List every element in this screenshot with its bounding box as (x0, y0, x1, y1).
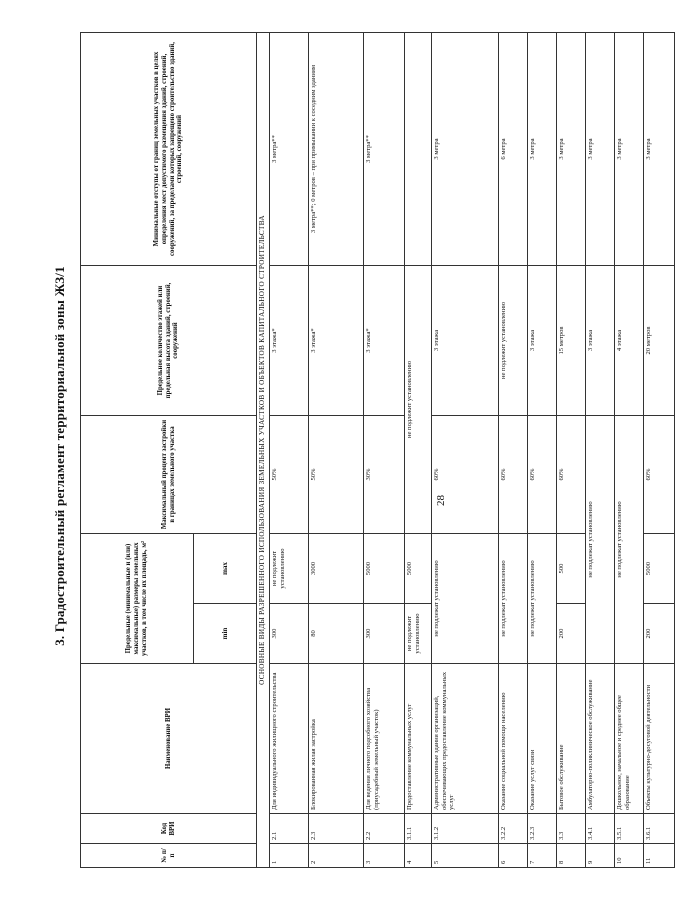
cell-name: Для ведения личного подсобного хозяйства (приусадебный земельный участок) (364, 664, 405, 814)
table-row (309, 33, 364, 868)
header-max: max (194, 534, 257, 604)
table-row (499, 33, 528, 868)
cell-num: 8 (557, 844, 586, 868)
cell-code: 3.6.1 (644, 814, 675, 844)
cell-code: 2.2 (364, 814, 405, 844)
cell-name: Для индивидуального жилищного строительства (270, 664, 309, 814)
section-title: ОСНОВНЫЕ ВИДЫ РАЗРЕШЕННОГО ИСПОЛЬЗОВАНИЯ ЗЕМЕЛЬНЫХ УЧАСТКОВ И ОБЪЕКТОВ КАПИТАЛЬНОГО СТРОИТЕЛЬСТВА (257, 33, 270, 868)
cell-min: 200 (557, 604, 586, 664)
cell-name: Оказание услуг связи (528, 664, 557, 814)
cell-percent: 50% (270, 416, 309, 534)
cell-code: 2.1 (270, 814, 309, 844)
cell-setback-empty (405, 33, 432, 266)
cell-max: не подлежит установлению (270, 534, 309, 604)
cell-floors: 3 этажа* (309, 266, 364, 416)
cell-floors: не подлежит установлению (499, 266, 528, 416)
cell-setback: 3 метра (644, 33, 675, 266)
cell-floors: 3 этажа (528, 266, 557, 416)
cell-num: 7 (528, 844, 557, 868)
cell-num: 9 (586, 844, 615, 868)
cell-max: 500 (557, 534, 586, 604)
table-row (586, 33, 615, 868)
header-percent: Максимальный процент застройки в границах земельного участка (81, 416, 257, 534)
cell-code: 3.1.2 (432, 814, 499, 844)
cell-percent: 60% (499, 416, 528, 534)
cell-setback: 3 метра**; 0 метров – при примыкании к соседним зданиям (309, 33, 364, 266)
cell-max: 5000 (644, 534, 675, 604)
cell-num: 4 (405, 844, 432, 868)
cell-name: Оказание социальной помощи населению (499, 664, 528, 814)
cell-num: 11 (644, 844, 675, 868)
cell-name: Административные здания организаций, обеспечивающих предоставление коммунальных услуг (432, 664, 499, 814)
cell-min: 300 (270, 604, 309, 664)
cell-min: 300 (364, 604, 405, 664)
regulation-table (80, 32, 675, 868)
cell-code: 3.4.1 (586, 814, 615, 844)
section-row (257, 33, 270, 868)
cell-percent: 60% (644, 416, 675, 534)
cell-setback: 6 метра (499, 33, 528, 266)
cell-min: не подлежит установлению (405, 604, 432, 664)
table-row (405, 33, 432, 868)
header-code: Код ВРИ (81, 814, 257, 844)
table-row (528, 33, 557, 868)
cell-merged-not-set: не подлежат установлению (586, 416, 615, 664)
cell-percent: 60% (557, 416, 586, 534)
cell-floors: 15 метров (557, 266, 586, 416)
cell-num: 6 (499, 844, 528, 868)
header-name: Наименование ВРИ (81, 664, 257, 814)
header-floors: Предельное количество этажей или предельная высота зданий, строений, сооружений (81, 266, 257, 416)
cell-name: Бытовое обслуживание (557, 664, 586, 814)
cell-code: 3.2.3 (528, 814, 557, 844)
cell-setback: 3 метра** (270, 33, 309, 266)
cell-floors: 20 метров (644, 266, 675, 416)
cell-setback: 3 метра (528, 33, 557, 266)
cell-percent: 30% (364, 416, 405, 534)
table-row (615, 33, 644, 868)
cell-floors: 4 этажа (615, 266, 644, 416)
cell-name: Предоставление коммунальных услуг (405, 664, 432, 814)
cell-num: 3 (364, 844, 405, 868)
cell-num: 1 (270, 844, 309, 868)
table-row (644, 33, 675, 868)
cell-max: 3000 (309, 534, 364, 604)
cell-num: 2 (309, 844, 364, 868)
cell-num: 5 (432, 844, 499, 868)
cell-sizes-not-set: не подлежат установлению (528, 534, 557, 664)
table-row (557, 33, 586, 868)
cell-setback: 3 метра (557, 33, 586, 266)
header-min: min (194, 604, 257, 664)
rotated-content (30, 16, 652, 886)
cell-setback: 3 метра** (364, 33, 405, 266)
cell-floors: 3 этажа* (364, 266, 405, 416)
cell-merged-not-set: не подлежит установлению (405, 266, 432, 534)
table-row (432, 33, 499, 868)
table-row (364, 33, 405, 868)
cell-percent: 60% (432, 416, 499, 534)
cell-name: Объекты культурно-досуговой деятельности (644, 664, 675, 814)
header-num: № п/п (81, 844, 257, 868)
header-setbacks: Минимальные отступы от границ земельных участков в целях определения мест допустимого размещения зданий, строений, сооружений, за пределами которых запрещено строительство зданий, строений, сооружений (81, 33, 257, 266)
cell-name: Дошкольное, начальное и среднее общее образование (615, 664, 644, 814)
cell-code: 3.1.1 (405, 814, 432, 844)
page-title: 3. Градостроительный регламент территориальной зоны ЖЗ/1 (52, 266, 67, 646)
cell-code: 3.3 (557, 814, 586, 844)
cell-min: 200 (644, 604, 675, 664)
cell-sizes-not-set: не подлежат установлению (499, 534, 528, 664)
header-row (81, 33, 194, 868)
cell-name: Блокированная жилая застройка (309, 664, 364, 814)
cell-max: 5000 (364, 534, 405, 604)
cell-max: 5000 (405, 534, 432, 604)
cell-sizes-not-set: не подлежат установлению (432, 534, 499, 664)
cell-percent: 50% (309, 416, 364, 534)
cell-min: 80 (309, 604, 364, 664)
header-sizes: Предельные (минимальные и (или) максимальные) размеры земельных участков, в том числе их площадь, м² (81, 534, 194, 664)
cell-num: 10 (615, 844, 644, 868)
cell-percent: 60% (528, 416, 557, 534)
cell-floors: 3 этажа (432, 266, 499, 416)
cell-code: 3.5.1 (615, 814, 644, 844)
cell-code: 2.3 (309, 814, 364, 844)
cell-name: Амбулаторно-поликлиническое обслуживание (586, 664, 615, 814)
cell-floors: 3 этажа* (270, 266, 309, 416)
cell-setback: 3 метра (586, 33, 615, 266)
cell-setback: 3 метра (615, 33, 644, 266)
table-row (270, 33, 309, 868)
cell-setback: 3 метра (432, 33, 499, 266)
cell-code: 3.2.2 (499, 814, 528, 844)
cell-merged-not-set: не подлежат установлению (615, 416, 644, 664)
page-number: 28 (435, 495, 447, 506)
cell-floors: 3 этажа (586, 266, 615, 416)
